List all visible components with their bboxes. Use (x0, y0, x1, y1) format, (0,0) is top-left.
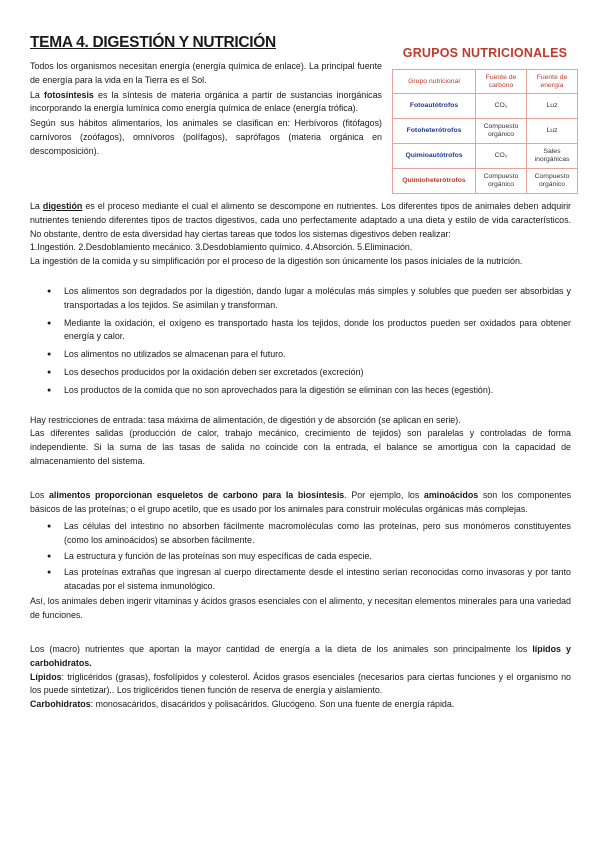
list-item: ● Los alimentos son degradados por la digestión, dando lugar a moléculas más simples y solubles que pueden ser absorbidas y transportadas a los tejidos. Se asimilan y transforman. (30, 285, 571, 313)
table-row (393, 94, 578, 119)
list-item: ● Mediante la oxidación, el oxígeno es transportado hasta los tejidos, donde los productos pueden ser oxidados para obtener energía y calor. (30, 317, 571, 345)
digestion-note: La ingestión de la comida y su simplificación por el proceso de la digestión son únicamente los pasos iniciales de la nutrición. (30, 256, 523, 267)
photosynthesis-pre: La (30, 89, 45, 100)
photosynthesis-term: fotosíntesis (44, 89, 94, 100)
list-item: ● Las proteínas extrañas que ingresan al cuerpo directamente desde el intestino serían reconocidas como invasoras y por tanto atacadas por el sistema inmunológico. (30, 566, 571, 594)
carbohydrates-text: : monosacáridos, disacáridos y polisacáridos. Glucógeno. Son una fuente de energía rápida. (90, 699, 455, 710)
lipids-text: : triglicéridos (grasas), fosfolípidos y colesterol. Ácidos grasos esenciales (necesarios para ciertas funciones y el organismo no los puede sintetizar).. Los triglicéridos tienen función de reserva de energía y aislamiento. (30, 671, 571, 696)
nutritional-groups-figure (392, 46, 578, 194)
vitamins-paragraph: Así, los animales deben ingerir vitaminas y ácidos grasos esenciales con el alimento, y necesitan elementos minerales para una variedad de funciones. (30, 596, 571, 621)
list-item: ● Los desechos producidos por la oxidación deben ser excretados (excreción) (30, 366, 571, 380)
macro-bold: lípidos y carbohidratos. (30, 643, 571, 668)
energy-source: Luz (527, 94, 578, 119)
carbon-pre: Los (30, 489, 49, 500)
list-item: ● Las células del intestino no absorben fácilmente macromoléculas como las proteínas, pero sus monómeros constituyentes (como los aminoácidos) se absorben fácilmente. (30, 520, 571, 548)
restrictions-paragraph: Hay restricciones de entrada: tasa máxima de alimentación, de digestión y de absorción (se aplican en serie). (30, 414, 461, 425)
nutritional-groups-table (392, 69, 578, 194)
intro-paragraph-photosynthesis (30, 89, 382, 117)
table-row (393, 144, 578, 169)
carbohydrates-label: Carbohidratos (30, 699, 91, 710)
aminoacids-term: aminoácidos (423, 489, 479, 500)
energy-source: Compuesto orgánico (527, 169, 578, 194)
carbon-source: Compuesto orgánico (476, 119, 527, 144)
carbon-source: Compuesto orgánico (476, 169, 527, 194)
intro-paragraph-energy: Todos los organismos necesitan energía (energía química de enlace). La principal fuente de energía para la vida en la Tierra es el Sol. (30, 61, 382, 85)
macro-text: Los (macro) nutrientes que aportan la mayor cantidad de energía a la dieta de los animales son principalmente los (30, 643, 533, 654)
carbon-mid: . Por ejemplo, los (344, 489, 424, 500)
lipids-paragraph (30, 671, 571, 699)
macronutrients-paragraph (30, 643, 571, 671)
list-item: ● Los alimentos no utilizados se almacenan para el futuro. (30, 348, 571, 362)
carbon-skeleton-paragraph (30, 489, 571, 517)
carbohydrates-paragraph (30, 698, 571, 712)
group-name: Quimioheterótrofos (393, 169, 476, 194)
table-row (393, 169, 578, 194)
outputs-paragraph: Las diferentes salidas (producción de calor, trabajo mecánico, crecimiento de tejidos) son paralelas y controladas de forma independiente. Si la suma de las tasas de salida no coincide con la entrada, el balance se amortigua con la capacidad de almacenamiento del sistema. (30, 428, 571, 466)
intro-section (30, 60, 382, 160)
table-row (393, 119, 578, 144)
carbon-source: CO₂ (476, 144, 527, 169)
photosynthesis-text: es la síntesis de materia orgánica a partir de sustancias inorgánicas incorporando la energía lumínica como energía química de enlace (energía trófica). (30, 89, 382, 114)
header-carbon: Fuente de carbono (476, 70, 527, 94)
group-name: Quimioautótrofos (393, 144, 476, 169)
digestion-text: es el proceso mediante el cual el alimento se descompone en nutrientes. Los diferentes tipos de animales deben adquirir nutrientes teniendo diferentes tipos de tractos digestivos, cada uno perfectamente adaptado a una dieta y estilo de vida característicos. No obstante, dentro de esta diversidad hay ciertas tareas que todos los sistemas digestivos deben realizar: (30, 201, 572, 239)
list-item: ● Los productos de la comida que no son aprovechados para la digestión se eliminan con las heces (egestión). (30, 384, 571, 398)
list-item: ● La estructura y función de las proteínas son muy específicas de cada especie. (30, 550, 571, 564)
energy-source: Sales inorgánicas (527, 144, 578, 169)
main-body (30, 200, 571, 712)
nutrition-bullet-list (30, 285, 571, 398)
digestion-pre: La (30, 201, 43, 211)
digestion-paragraph (30, 200, 571, 241)
header-group: Grupo nutricional (393, 70, 476, 94)
nutritional-groups-title: GRUPOS NUTRICIONALES (402, 46, 568, 60)
digestion-steps: 1.Ingestión. 2.Desdoblamiento mecánico. 3.Desdoblamiento químico. 4.Absorción. 5.Eliminación. (30, 242, 413, 253)
energy-source: Luz (527, 119, 578, 144)
carbon-source: CO₂ (476, 94, 527, 119)
protein-bullet-list (30, 520, 571, 593)
carbon-bold: alimentos proporcionan esqueletos de carbono para la biosíntesis (48, 489, 345, 500)
group-name: Fotoheterótrofos (393, 119, 476, 144)
page-title: TEMA 4. DIGESTIÓN Y NUTRICIÓN (30, 34, 276, 51)
header-energy: Fuente de energía (527, 70, 578, 94)
table-header-row (393, 70, 578, 94)
group-name: Fotoautótrofos (393, 94, 476, 119)
carbon-text: son los componentes básicos de las proteínas; o el grupo acetilo, que es usado por los animales para construir moléculas orgánicas más complejas. (30, 489, 572, 514)
lipids-label: Lípidos (30, 671, 62, 682)
digestion-term: digestión (42, 201, 83, 211)
intro-paragraph-diets: Según sus hábitos alimentarios, los animales se clasifican en: Herbívoros (fitófagos) carnívoros (zoófagos), omnívoros (polífagos), saprófagos (materia orgánica en descomposición). (30, 118, 382, 156)
